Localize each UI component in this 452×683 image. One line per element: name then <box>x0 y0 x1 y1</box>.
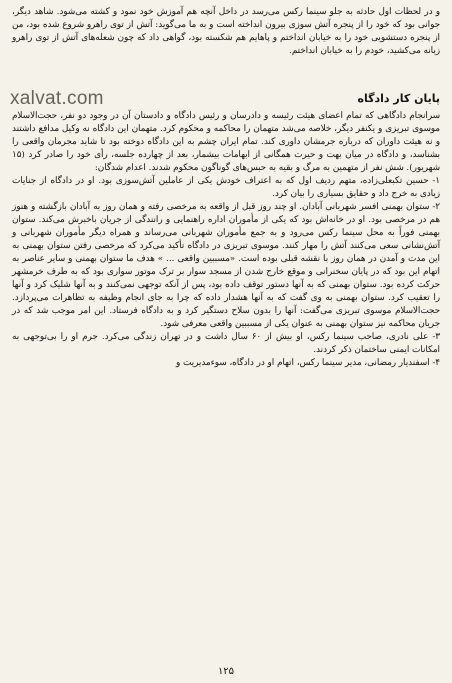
executed-person-3: ۳- علی نادری، صاحب سینما رکس، او بیش از ۶۰ سال داشت و در تهران زندگی می‌کرد. جرم او را بی‌توجهی به امکانات ایمنی ساختمان ذکر کردند. <box>12 332 440 355</box>
trial-summary-paragraph: سرانجام دادگاهی که تمام اعضای هیئت رئیسه و دادرسان و رئیس دادگاه و دادستان آن در وجود دو نفر، حجت‌الاسلام موسوی تبریزی و یکنفر دیگر، خلاصه می‌شد متهمان را محاکمه و محکوم کرد. متهمان این دادگاه نه وکیل مدافع داشتند و نه هیئت داوران که درباره جرمشان داوری کند. تمام ایران چشم به این دادگاه دوخته بود تا شاید مجرمان واقعی را بشناسد، و دادگاه در میان بهت و حیرت همگانی از ابهامات بیشمار، بعد از چهارده جلسه، رأی خود را صادر کرد (۱۵ شهریور). شش نفر از متهمین به مرگ و بقیه به حبس‌های گوناگون محکوم شدند. اعدام شدگان: <box>12 111 440 173</box>
watermark: xalvat.com <box>10 88 104 109</box>
executed-person-4: ۴- اسفندیار رمضانی، مدیر سینما رکس، اتهام او در دادگاه، سوءمدیریت و <box>176 358 440 368</box>
main-text <box>12 110 440 370</box>
section-heading: پایان کار دادگاه <box>357 92 440 105</box>
executed-person-2: ۲- ستوان بهمنی افسر شهربانی آبادان. او چند روز قبل از واقعه به مرخصی رفته و همان روز به آبادان بازگشته و هنوز هم در مرخصی بود. او در خانه‌اش بود که یکی از مأموران اداره راهنمایی و رانندگی از جریان باخبرش می‌کند. ستوان بهمنی فوراً به محل سینما رکس می‌رود و به جمع مأموران شهربانی می‌رساند و همراه دیگر مأموران شهربانی و آتش‌نشانی سعی می‌کنند آتش را مهار کنند. موسوی تبریزی در دادگاه تأکید می‌کرد که مرخصی رفتن ستوان بهمنی به این مدت و آمدن در همان روز با نقشه قبلی بوده است. «مسببین واقعی ... » هدف ما ستوان بهمنی و سایر عناصر به اتهام این بود که در پایان سخنرانی و موقع خارج شدن از مسجد سوار بر ترک موتور سواری بود که به طرف خرمشهر حرکت کرده بود. ستوان بهمنی که به آنها دستور توقف داده بود، پس از آنکه توجهی نمی‌کنند و به آنها شلیک کرد و آنها را تعقیب کرد. ستوان بهمنی به وی گفت که به آنها هشدار داده که چرا به جای انجام وظیفه به تظاهرات می‌پردازد. حجت‌الاسلام موسوی تبریزی می‌گفت: آنها را بدون سلاح دستگیر کرد و به دادگاه فرستاد. این امر موجب شد که در جریان محاکمه نیز ستوان بهمنی به عنوان یکی از مسببین واقعی معرفی شود. <box>12 202 440 329</box>
intro-paragraph: و در لحظات اول حادثه به جلو سینما رکس می‌رسد در داخل آنچه هم آموزش خود نمود و کشته می‌شود. شاهد دیگر، جوانی بود که خود را از پنجره آتش سوزی بیرون انداخته است و به ما می‌گوید: آتش از توی راهرو شروع شده بود، من از پنجره دستشویی خود را به خیابان انداختم و پاهایم هم شکسته بود، گواهی داد که چون شعله‌های آتش از توی راهرو زبانه می‌کشید، خودم را به خیابان انداختم. <box>12 7 440 56</box>
top-paragraph <box>12 6 440 58</box>
executed-person-1: ۱- حسین تکبعلی‌زاده، متهم ردیف اول که به اعتراف خودش یکی از عاملین آتش‌سوزی بود. او در دادگاه از جنایات زیادی به خرج داد و حقایق بسیاری را بیان کرد. <box>12 176 440 199</box>
page-number: ۱۲۵ <box>217 666 235 677</box>
